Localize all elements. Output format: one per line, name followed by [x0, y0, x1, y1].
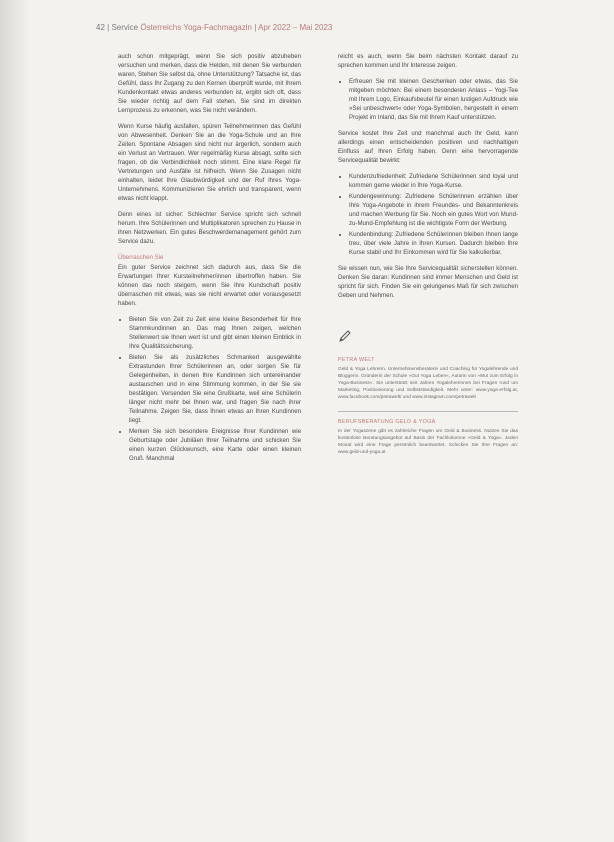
list-item: • Kundenzufriedenheit: Zufriedene Schülerinnen sind loyal und kommen gerne wieder in Ihre Yoga-Kurse.	[349, 172, 518, 190]
paragraph: auch schon mitgeprägt, wenn Sie sich positiv abzuheben versuchen und merken, dass die Helden, mit denen Sie verbunden waren, Stehen Sie selbst da, ohne Unterstützung? Tatsache ist, das Gefühl, dass Ihr Zugang zu den Kernen überprüft wurde, mit Ihrem Kundenkontakt etwas anderes verbunden ist, ergibt sich oft, dass Sie wieder richtig auf dem Fall stehen. Sie sind im direkten Lernprozess zu erkennen, was Sie nicht verändern.	[118, 53, 301, 114]
list-item: • Kundenbindung: Zufriedene Schülerinnen bleiben Ihnen lange treu, über viele Jahre in Ihren Kursen. Dadurch bleiben Ihre Kurse stabil und Ihr Einkommen wird für Sie kalkulierbar.	[349, 230, 518, 257]
info-box-text: In der Yogaszene gibt es zahlreiche Fragen um Geld & Business. Nutzen Sie das kostenlose Beratungsangebot auf Basis der Fachkolumne »Geld & Yoga«. Jeden Monat wird eine Frage persönlich beantwortet. Schicken Sie Ihre Fragen an: www.geld-und-yoga.at	[338, 429, 518, 455]
page-number: 42	[96, 23, 105, 32]
bullet-list	[118, 315, 301, 463]
paragraph: Denn eines ist sicher: Schlechter Service spricht sich schnell herum. Ihre Schülerinnen und Multiplikatoren sprechen zu Hause in ihren Netzwerken. Ein gutes Beschwerdemanagement gehört zum Service dazu.	[118, 211, 301, 245]
right-column	[338, 52, 518, 466]
list-item: • Bieten Sie von Zeit zu Zeit eine kleine Besonderheit für Ihre Stammkundinnen an. Das mag Ihnen zeigen, welchen Stellenwert sie Ihnen wert ist und gibt einen kleinen Einblick in Ihre Qualitätssicherung.	[129, 315, 301, 351]
list-item: • Erfreuen Sie mit kleinen Geschenken oder etwas, das Sie mitgeben möchten: Bei einem besonderen Anlass – Yogi-Tee mit Ihrem Logo, Einkaufsbeutel für einen lustigen Aufdruck wie »Sei unbeschwert« oder Yoga-Symbolen, hergestellt in einem Projekt im Inland, das Sie mit Ihrem Kauf unterstützen.	[349, 77, 518, 122]
running-header: 42 | Service Österreichs Yoga-Fachmagazin | Apr 2022 – Mai 2023	[96, 23, 333, 32]
paragraph: Sie wissen nun, wie Sie Ihre Servicequalität sicherstellen können. Denken Sie daran: Kundinnen sind immer Menschen und Geld ist spricht für sich. Finden Sie ein gelungenes Maß für sich zwischen Geben und Nehmen.	[338, 265, 518, 299]
pencil-icon	[338, 329, 352, 343]
paragraph: reicht es auch, wenn Sie beim nächsten Kontakt darauf zu sprechen kommen und Ihr Interesse zeigen.	[338, 53, 518, 69]
paragraph: Service kostet Ihre Zeit und manchmal auch Ihr Geld, kann allerdings einen entscheidenden positiven und nachhaltigen Einfluss auf Ihren Erfolg haben. Denn eine hervorragende Servicequalität bewirkt:	[338, 130, 518, 164]
list-item: • Bieten Sie als zusätzliches Schmankerl ausgewählte Extrastunden Ihrer Schülerinnen an, oder sorgen Sie für Gelegenheiten, in denen Ihre Kundinnen sich untereinander austauschen und in eine Stimmung kommen, in der Sie sie bestätigen. Versenden Sie eine Grußkarte, weil eine Schülerin länger nicht mehr bei Ihnen war, und fragen Sie nach ihrer Teilnahme. Zeigen Sie, dass Ihnen etwas an Ihren Kundinnen liegt.	[129, 353, 301, 425]
list-item: • Merken Sie sich besondere Ereignisse Ihrer Kundinnen wie Geburtstage oder Jubiläen Ihrer Teilnahme und schicken Sie einen kurzen Glückwunsch, eine Karte oder einen kleinen Gruß. Manchmal	[129, 427, 301, 463]
issue-date: Apr 2022 – Mai 2023	[258, 23, 333, 32]
list-item: • Kundengewinnung: Zufriedene Schülerinnen erzählen über Ihre Yoga-Angebote in ihrem Freundes- und Bekanntenkreis und machen Werbung für Sie. Noch ein gutes Wort von Mund-zu-Mund-Empfehlung ist die wichtigste Form der Werbung.	[349, 192, 518, 228]
paragraph: Ein guter Service zeichnet sich dadurch aus, dass Sie die Erwartungen Ihrer Kursteilnehmer/innen übertroffen haben. Sie können das noch steigern, wenn Sie Ihre Kundschaft positiv überraschen mit etwas, was sie nicht erwartet oder vorausgesetzt haben.	[118, 264, 301, 307]
left-column	[118, 52, 301, 470]
divider	[338, 411, 518, 412]
author-name: PETRA WELT	[338, 357, 375, 363]
page-gutter-shadow	[0, 0, 30, 842]
bullet-list	[338, 77, 518, 122]
author-bio: Geld & Yoga Lehrerin, Unternehmensberaterin und Coaching für Yogalehrende und Bloggerin. Gründerin der Schule »Gut Yoga Leben«, Autorin von »Mut zum Erfolg in Yoga-Business«. Sie unterstützt seit Jahren Yogalehrerinnen bei Fragen rund um Marketing, Positionierung und Selbstständigkeit. Mehr unter: www.yoga-erfolg.at, www.facebook.com/petrawelt/ und www.instagram.com/petrawelt	[338, 367, 518, 400]
info-box-title: BERUFSBERATUNG GELD & YOGA	[338, 419, 436, 425]
section-name: Service	[111, 23, 139, 32]
magazine-name: Österreichs Yoga-Fachmagazin	[140, 23, 252, 32]
subheading: Überraschen Sie	[118, 254, 164, 261]
paragraph: Wenn Kurse häufig ausfallen, spüren Teilnehmerinnen das Gefühl von Abwesenheit. Denken Sie an die Yoga-Schule und an Ihre Zeiten. Spontane Absagen sind nicht nur ärgerlich, sondern auch ein Verlust an Vertrauen. Wer regelmäßig Kurse absagt, sollte sich fragen, ob die Verbindlichkeit noch stimmt. Eine klare Regel für Vertretungen und Ausfälle ist hilfreich. Wenn Sie Zusagen nicht einhalten, leidet Ihre Glaubwürdigkeit und der Ruf Ihres Yoga-Unternehmens. Kommunizieren Sie ehrlich und transparent, wenn etwas nicht klappt.	[118, 123, 301, 202]
bullet-list	[338, 172, 518, 257]
